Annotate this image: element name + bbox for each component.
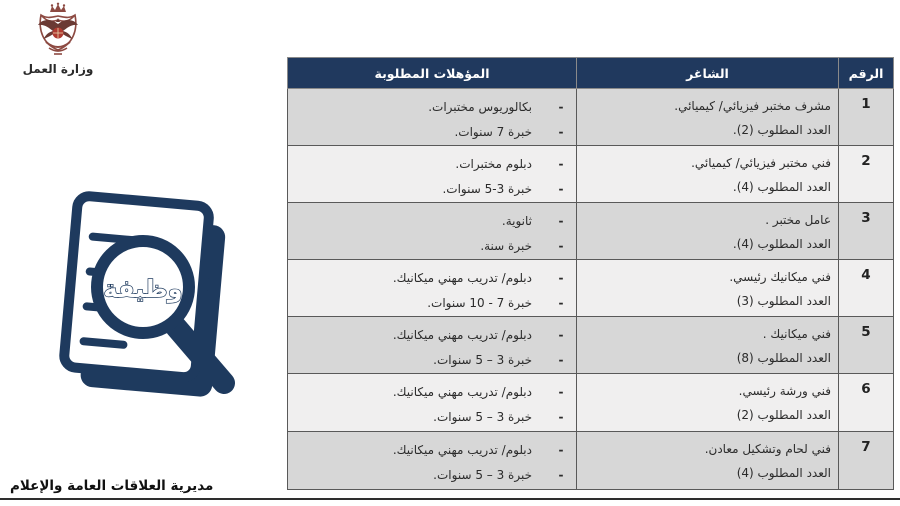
row-number: 1 [839,89,894,146]
vacancy-title: فني مختبر فيزيائي/ كيميائي. [691,156,831,170]
table-row [288,374,894,432]
qualification-item: دبلوم/ تدريب مهني ميكانيك. [392,328,532,342]
vacancy-title: فني ميكانيك . [762,327,831,341]
qualifications-cell [288,432,577,490]
row-number: 6 [839,374,894,432]
vacancy-cell [577,317,839,374]
qualification-item: دبلوم/ تدريب مهني ميكانيك. [392,443,532,457]
vacancy-count: العدد المطلوب (4). [732,237,831,251]
row-number: 5 [839,317,894,374]
vacancy-cell [577,432,839,490]
qualification-item: خبرة سنة. [480,239,532,253]
table-row [288,203,894,260]
vacancy-cell [577,374,839,432]
row-number: 3 [839,203,894,260]
bullet-dash: - [558,239,564,253]
document-magnifier-icon [28,183,260,411]
qualification-item: بكالوريوس مختبرات. [428,100,532,114]
table-row [288,432,894,490]
job-word-label: وظيفة [103,275,183,303]
table-row [288,317,894,374]
row-number: 4 [839,260,894,317]
qualification-item: دبلوم/ تدريب مهني ميكانيك. [392,385,532,399]
footer-department-label: مديرية العلاقات العامة والإعلام [10,478,214,494]
qualifications-cell [288,317,577,374]
row-number: 7 [839,432,894,490]
vacancy-cell [577,89,839,146]
table-row [288,260,894,317]
qualifications-cell [288,89,577,146]
qualifications-cell [288,260,577,317]
table-row [288,89,894,146]
vacancy-count: العدد المطلوب (4) [736,466,831,480]
ministry-name: وزارة العمل [22,62,94,76]
bullet-dash: - [558,214,564,228]
vacancies-table [287,57,894,490]
vacancy-title: مشرف مختبر فيزيائي/ كيميائي. [674,99,831,113]
qualification-item: خبرة 7 - 10 سنوات. [427,296,532,310]
qualification-item: خبرة 3 – 5 سنوات. [433,353,532,367]
bullet-dash: - [558,410,564,424]
vacancy-count: العدد المطلوب (3) [736,294,831,308]
bullet-dash: - [558,328,564,342]
vacancy-cell [577,203,839,260]
bullet-dash: - [558,443,564,457]
vacancy-title: فني لحام وتشكيل معادن. [704,442,831,456]
qualification-item: خبرة 3 – 5 سنوات. [433,410,532,424]
jordan-coat-of-arms-icon [27,2,89,60]
qualifications-cell [288,146,577,203]
qualification-item: دبلوم/ تدريب مهني ميكانيك. [392,271,532,285]
bullet-dash: - [558,182,564,196]
header-vacancy: الشاغر [577,58,839,89]
ministry-logo [22,2,94,76]
row-number: 2 [839,146,894,203]
qualification-item: خبرة 7 سنوات. [454,125,532,139]
vacancy-cell [577,146,839,203]
bullet-dash: - [558,157,564,171]
qualification-item: خبرة 3-5 سنوات. [442,182,532,196]
bullet-dash: - [558,296,564,310]
header-number: الرقم [839,58,894,89]
header-qualifications: المؤهلات المطلوبة [288,58,577,89]
bullet-dash: - [558,271,564,285]
vacancy-title: عامل مختبر . [765,213,831,227]
qualification-item: دبلوم مختبرات. [455,157,532,171]
qualification-item: ثانوية. [501,214,532,228]
table-row [288,146,894,203]
vacancy-cell [577,260,839,317]
footer-divider [0,498,900,500]
vacancy-title: فني ميكانيك رئيسي. [729,270,831,284]
vacancy-title: فني ورشة رئيسي. [738,384,831,398]
qualification-item: خبرة 3 – 5 سنوات. [433,468,532,482]
vacancy-count: العدد المطلوب (4). [732,180,831,194]
vacancy-count: العدد المطلوب (2). [732,123,831,137]
bullet-dash: - [558,385,564,399]
bullet-dash: - [558,468,564,482]
bullet-dash: - [558,353,564,367]
table-header-row [288,58,894,89]
bullet-dash: - [558,100,564,114]
qualifications-cell [288,374,577,432]
vacancy-count: العدد المطلوب (8) [736,351,831,365]
qualifications-cell [288,203,577,260]
bullet-dash: - [558,125,564,139]
job-search-illustration [28,183,260,411]
vacancy-count: العدد المطلوب (2) [736,408,831,422]
